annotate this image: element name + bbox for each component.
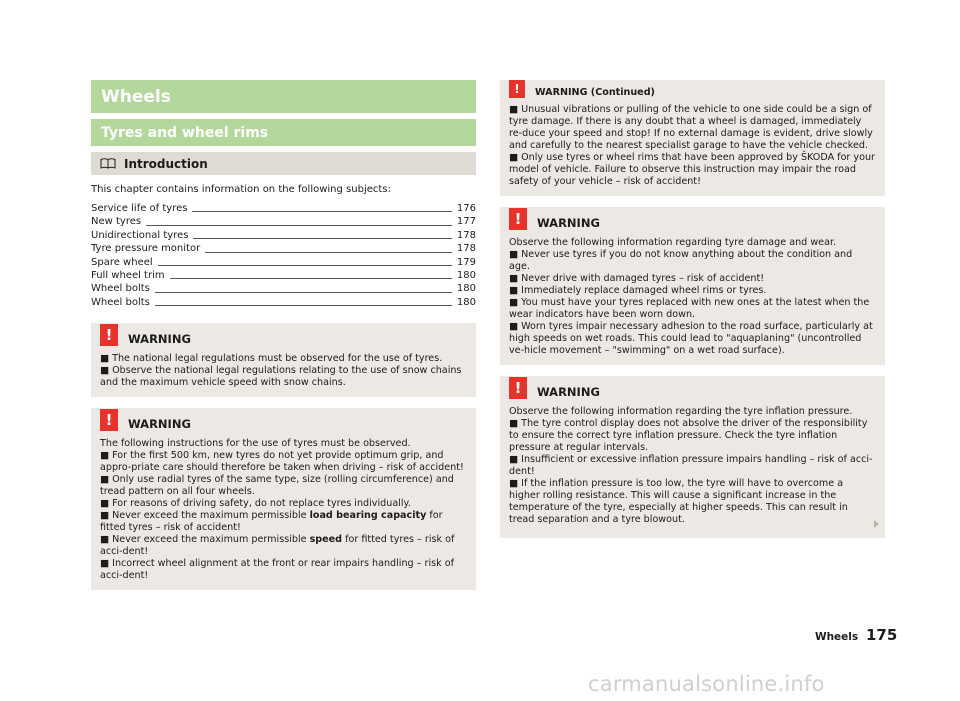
toc-page: 177: [456, 216, 476, 228]
watermark: carmanualsonline.info: [588, 672, 825, 696]
warning-text: The following instructions for the use of tyres must be observed.: [100, 438, 411, 450]
warning-box: [91, 408, 476, 590]
warning-icon: !: [100, 324, 118, 346]
warning-title: WARNING (Continued): [535, 87, 655, 98]
warning-title: WARNING: [128, 417, 191, 432]
chapter-title: Wheels: [91, 80, 476, 113]
toc-page: 178: [456, 243, 476, 255]
warning-box: [500, 207, 885, 365]
warning-text: Observe the following information regarding the tyre inflation pressure.: [509, 406, 853, 417]
warning-text: ■ Observe the national legal regulations relating to the use of snow chains and the maximum vehicle speed with snow chains.: [100, 365, 462, 389]
toc-label: Wheel bolts: [91, 283, 150, 295]
footer-section-name: Wheels: [815, 631, 859, 643]
toc-label: Spare wheel: [91, 256, 153, 268]
warning-text-part: ■ Never exceed the maximum permissible: [100, 510, 310, 522]
toc-row[interactable]: [91, 296, 476, 309]
warning-text: ■ Only use radial tyres of the same type, size (rolling circumference) and tread pattern on all four wheels.: [100, 474, 454, 498]
warning-text: ■ Insufficient or excessive inflation pressure impairs handling – risk of acci-dent!: [509, 454, 873, 477]
warning-text-part: for fitted tyres – risk of acci-dent!: [100, 534, 455, 558]
warning-text: ■ For reasons of driving safety, do not replace tyres individually.: [100, 498, 411, 510]
toc-label: Wheel bolts: [91, 296, 150, 308]
toc-leader: [170, 277, 452, 279]
toc-row[interactable]: [91, 215, 476, 228]
warning-text: ■ For the first 500 km, new tyres do not yet provide optimum grip, and appro-priate care should therefore be taken when driving – risk of accident!: [100, 450, 464, 474]
warning-text: ■ The national legal regulations must be observed for the use of tyres.: [100, 353, 443, 365]
toc-row[interactable]: [91, 282, 476, 295]
warning-text: Observe the following information regarding tyre damage and wear.: [509, 237, 837, 248]
warning-text: ■ Never use tyres if you do not know anything about the condition and age.: [509, 249, 853, 272]
toc-label: Service life of tyres: [91, 202, 188, 214]
footer-page-number: 175: [866, 626, 898, 644]
warning-text: ■ Never drive with damaged tyres – risk of accident!: [509, 273, 765, 284]
warning-text: ■ Worn tyres impair necessary adhesion to the road surface, particularly at high speeds on wet roads. This could lead to "aquaplaning" (uncontrolled ve-hicle movement – "swimming" on a wet road surface).: [509, 321, 873, 356]
section-title: Tyres and wheel rims: [91, 119, 476, 146]
warning-header: [509, 379, 876, 402]
toc-row[interactable]: [91, 229, 476, 242]
toc-label: Tyre pressure monitor: [91, 243, 201, 255]
introduction-label: Introduction: [124, 156, 208, 171]
warning-title: WARNING: [537, 385, 600, 399]
toc-leader: [155, 291, 452, 293]
book-icon: [100, 158, 116, 169]
warning-box: [500, 376, 885, 538]
warning-header: [100, 411, 467, 434]
toc-page: 179: [456, 256, 476, 268]
warning-header: [509, 210, 876, 233]
toc-label: Full wheel trim: [91, 269, 165, 281]
toc-page: 176: [456, 202, 476, 214]
warning-text-bold: speed: [309, 534, 343, 546]
warning-text: [100, 534, 467, 558]
toc-leader: [193, 237, 451, 239]
toc-row[interactable]: [91, 242, 476, 255]
warning-icon: !: [509, 377, 527, 399]
warning-icon: !: [509, 80, 525, 98]
toc-list: [91, 202, 476, 309]
continued-arrow-icon: [874, 520, 879, 528]
warning-icon: !: [100, 409, 118, 431]
warning-icon: !: [509, 208, 527, 230]
toc-label: New tyres: [91, 216, 142, 228]
warning-text-bold: load bearing capacity: [309, 510, 427, 522]
warning-text-part: for fitted tyres – risk of accident!: [100, 510, 443, 534]
toc-leader: [155, 304, 452, 306]
toc-leader: [205, 251, 452, 253]
warning-text: ■ If the inflation pressure is too low, the tyre will have to overcome a higher rolling resistance. This will cause a significant increase in the temperature of the tyre, especially at higher speeds. This can result in tread separation and a tyre blowout.: [509, 478, 848, 525]
warning-text-part: ■ Never exceed the maximum permissible: [100, 534, 310, 546]
warning-text: ■ Unusual vibrations or pulling of the vehicle to one side could be a sign of tyre damage. If there is any doubt that a wheel is damaged, immediately re-duce your speed and stop! If no external damage is evident, drive slowly and carefully to the nearest specialist garage to have the vehicle checked.: [509, 104, 873, 151]
warning-box-continued: [500, 80, 885, 196]
warning-text: ■ Only use tyres or wheel rims that have been approved by ŠKODA for your model of vehicle. Failure to observe this instruction may impair the road safety of your vehicle – risk of accident!: [509, 152, 875, 187]
intro-text: This chapter contains information on the following subjects:: [91, 184, 391, 195]
warning-box: [91, 323, 476, 397]
toc-row[interactable]: [91, 202, 476, 215]
toc-row[interactable]: [91, 269, 476, 282]
toc-page: 180: [456, 283, 476, 295]
toc-leader: [192, 210, 451, 212]
toc-page: 180: [456, 269, 476, 281]
warning-title: WARNING: [128, 332, 191, 347]
warning-text: ■ Incorrect wheel alignment at the front or rear impairs handling – risk of acci-dent!: [100, 558, 454, 582]
warning-header: [509, 82, 876, 100]
warning-text: [100, 510, 467, 534]
warning-text: ■ The tyre control display does not absolve the driver of the responsibility to ensure the correct tyre inflation pressure. Check the tyre inflation pressure at regular intervals.: [509, 418, 868, 453]
left-column: [91, 80, 476, 590]
right-column: [500, 80, 885, 538]
warning-text: ■ You must have your tyres replaced with new ones at the latest when the wear indicators have been worn down.: [509, 297, 870, 320]
warning-text: ■ Immediately replace damaged wheel rims or tyres.: [509, 285, 767, 296]
toc-row[interactable]: [91, 256, 476, 269]
toc-label: Unidirectional tyres: [91, 229, 189, 241]
toc-page: 180: [456, 296, 476, 308]
toc-leader: [158, 264, 452, 266]
toc-leader: [146, 224, 452, 226]
toc-page: 178: [456, 229, 476, 241]
warning-title: WARNING: [537, 216, 600, 230]
subsection-title-bar: [91, 152, 476, 175]
warning-header: [100, 326, 467, 349]
